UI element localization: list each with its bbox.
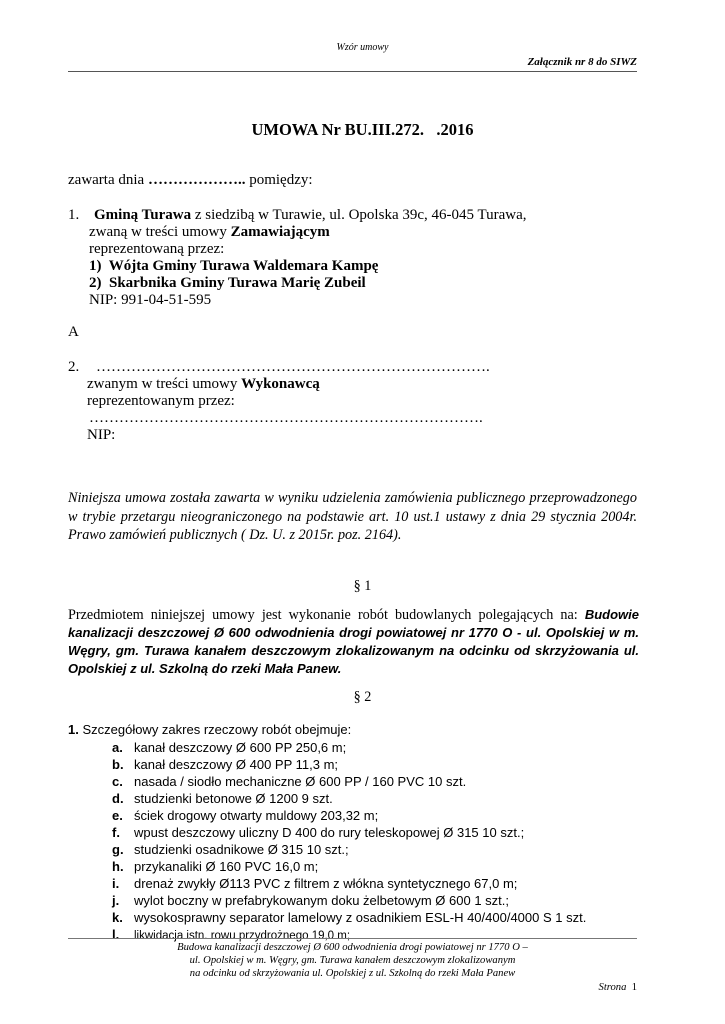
party1-representative-1: 1) Wójta Gminy Turawa Waldemara Kampę	[89, 258, 379, 274]
header-divider	[68, 71, 637, 72]
intro-prefix: zawarta dnia	[68, 172, 145, 188]
section-2-lead-text: Szczegółowy zakres rzeczowy robót obejmuje:	[78, 722, 352, 737]
list-item: d. studzienki betonowe Ø 1200 9 szt.	[112, 791, 333, 806]
page-number	[599, 982, 637, 993]
list-item: c. nasada / siodło mechaniczne Ø 600 PP / 160 PVC 10 szt.	[112, 774, 467, 789]
section-2-mark: § 2	[353, 689, 372, 705]
party1-represented-by: reprezentowaną przez:	[89, 241, 225, 257]
party2-name-dots: …………………………………………………………………….	[96, 359, 490, 375]
party1-role: Zamawiającym	[230, 224, 330, 240]
party2-first-line	[68, 359, 490, 376]
party2-nip: NIP:	[87, 427, 116, 443]
footer-line-1: Budowa kanalizacji deszczowej Ø 600 odwodnienia drogi powiatowej nr 1770 O –	[177, 942, 528, 953]
list-item: k. wysokosprawny separator lamelowy z osadnikiem ESL-H 40/400/4000 S 1 szt.	[112, 910, 587, 925]
page-label: Strona	[598, 982, 627, 993]
list-item: h. przykanaliki Ø 160 PVC 16,0 m;	[112, 859, 319, 874]
list-item: f. wpust deszczowy uliczny D 400 do rury teleskopowej Ø 315 10 szt.;	[112, 825, 525, 840]
legal-basis-paragraph: Niniejsza umowa została zawarta w wyniku udzielenia zamówienia publicznego przeprowadzonego w trybie przetargu nieograniczonego na podstawie art. 10 ust.1 ustawy z dnia 29 stycznia 2004r. Prawo zamówień publicznych ( Dz. U. z 2015r. poz. 2164).	[68, 490, 637, 543]
header-center-label: Wzór umowy	[336, 42, 389, 53]
list-item: l. likwidacja istn. rowu przydrożnego 19,0 m;	[112, 927, 351, 942]
party1-name: Gminą Turawa	[94, 207, 192, 223]
footer-divider	[68, 938, 637, 939]
section-2-lead	[68, 722, 351, 737]
party2-called-prefix: zwanym w treści umowy	[87, 376, 242, 392]
section-1-paragraph	[68, 606, 639, 678]
scope-list	[112, 739, 586, 945]
party1-first-line	[68, 207, 527, 224]
party2-represented-by: reprezentowanym przez:	[87, 393, 235, 409]
footer-line-2: ul. Opolskiej w m. Węgry, gm. Turawa kanałem deszczowym zlokalizowanym	[189, 955, 516, 966]
party2-called	[87, 376, 320, 393]
list-item: a. kanał deszczowy Ø 600 PP 250,6 m;	[112, 740, 347, 755]
intro-date-dots: ………………..	[147, 172, 246, 188]
party1-called	[89, 224, 330, 241]
list-item: e. ściek drogowy otwarty muldowy 203,32 m;	[112, 808, 379, 823]
list-item: i. drenaż zwykły Ø113 PVC z filtrem z włókna syntetycznego 67,0 m;	[112, 876, 518, 891]
header-attachment-label: Załącznik nr 8 do SIWZ	[527, 56, 637, 68]
party1-nip: NIP: 991-04-51-595	[89, 292, 212, 308]
footer-project-title	[68, 941, 637, 980]
party2-role: Wykonawcą	[241, 376, 320, 392]
party1-number: 1.	[68, 207, 80, 223]
party2-number: 2.	[68, 359, 80, 375]
section-2-lead-number: 1.	[68, 722, 79, 737]
page-number-value: 1	[631, 982, 637, 993]
section-1-mark: § 1	[353, 578, 372, 594]
section-1-text: Przedmiotem niniejszej umowy jest wykonanie robót budowlanych polegających na:	[68, 607, 585, 623]
page-title: UMOWA Nr BU.III.272. .2016	[251, 120, 474, 139]
intro-suffix: pomiędzy:	[249, 172, 313, 188]
conjunction: A	[68, 324, 79, 340]
footer-line-3: na odcinku od skrzyżowania ul. Opolskiej z ul. Szkolną do rzeki Mała Panew	[189, 968, 516, 979]
intro-line	[68, 172, 313, 189]
list-item: g. studzienki osadnikowe Ø 315 10 szt.;	[112, 842, 349, 857]
list-item: b. kanał deszczowy Ø 400 PP 11,3 m;	[112, 757, 339, 772]
party1-representative-2: 2) Skarbnika Gminy Turawa Marię Zubeil	[89, 275, 366, 291]
party1-called-prefix: zwaną w treści umowy	[89, 224, 231, 240]
list-item: j. wylot boczny w prefabrykowanym doku żelbetowym Ø 600 1 szt.;	[112, 893, 509, 908]
section-1-subject: Budowie kanalizacji deszczowej Ø 600 odwodnienia drogi powiatowej nr 1770 O - ul. Opolskiej w m. Węgry, gm. Turawa kanałem deszczowym zlokalizowanym na odcinku od skrzyżowania ul. Opolskiej z ul. Szkolną do rzeki Mała Panew.	[68, 607, 639, 676]
party2-representative-dots: …………………………………………………………………….	[89, 410, 483, 426]
party1-address: z siedzibą w Turawie, ul. Opolska 39c, 46-045 Turawa,	[191, 207, 527, 223]
